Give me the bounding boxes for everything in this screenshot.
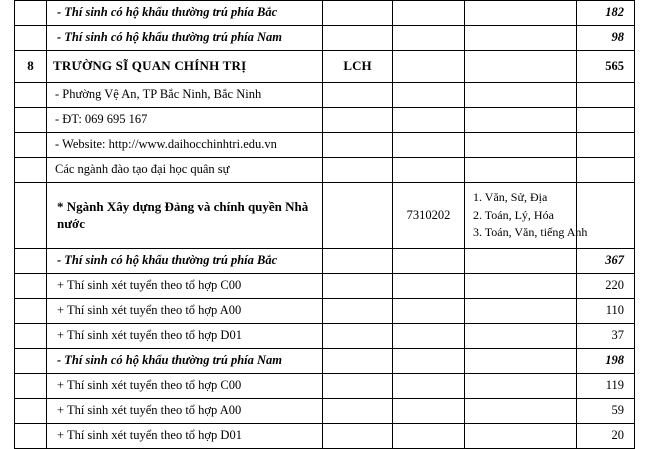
cell-id <box>393 51 465 83</box>
cell-qty: 182 <box>577 1 635 26</box>
cell-code <box>323 274 393 299</box>
cell-label: + Thí sinh xét tuyển theo tổ hợp C00 <box>47 274 323 299</box>
cell-no <box>15 133 47 158</box>
cell-id <box>393 249 465 274</box>
cell-qty: 20 <box>577 424 635 449</box>
table-row <box>15 158 635 183</box>
cell-qty <box>577 108 635 133</box>
cell-address: - Phường Vệ An, TP Bắc Ninh, Bắc Ninh <box>47 83 323 108</box>
cell-combos <box>465 299 577 324</box>
cell-id <box>393 374 465 399</box>
cell-code <box>323 249 393 274</box>
cell-qty: 119 <box>577 374 635 399</box>
cell-combos <box>465 183 588 249</box>
cell-qty: 110 <box>577 299 635 324</box>
cell-combos <box>465 158 577 183</box>
cell-no <box>15 83 47 108</box>
cell-no: 8 <box>15 51 47 83</box>
table-row <box>15 108 635 133</box>
cell-label: + Thí sinh xét tuyển theo tổ hợp D01 <box>47 424 323 449</box>
table-row <box>15 249 635 274</box>
cell-qty: 220 <box>577 274 635 299</box>
cell-label: + Thí sinh xét tuyển theo tổ hợp D01 <box>47 324 323 349</box>
cell-qty: 98 <box>577 26 635 51</box>
cell-code <box>323 299 393 324</box>
cell-code <box>323 133 393 158</box>
cell-qty: 37 <box>577 324 635 349</box>
cell-label: - Thí sinh có hộ khẩu thường trú phía Nam <box>47 349 323 374</box>
cell-no <box>15 158 47 183</box>
cell-code <box>323 158 393 183</box>
cell-id <box>393 1 465 26</box>
cell-no <box>15 183 47 249</box>
cell-combos <box>465 274 577 299</box>
cell-id <box>393 26 465 51</box>
combination-list <box>465 185 588 245</box>
cell-no <box>15 274 47 299</box>
cell-id <box>393 158 465 183</box>
cell-code <box>323 324 393 349</box>
cell-qty <box>577 83 635 108</box>
cell-no <box>15 299 47 324</box>
cell-qty: 565 <box>577 51 635 83</box>
cell-no <box>15 108 47 133</box>
table-row <box>15 1 635 26</box>
cell-label: - Thí sinh có hộ khẩu thường trú phía Nam <box>47 26 323 51</box>
table-row <box>15 349 635 374</box>
cell-id <box>393 108 465 133</box>
cell-combos <box>465 26 577 51</box>
cell-code <box>323 26 393 51</box>
combination-item: 1. Văn, Sử, Địa <box>473 190 548 205</box>
table-row <box>15 274 635 299</box>
cell-qty: 198 <box>577 349 635 374</box>
cell-label: + Thí sinh xét tuyển theo tổ hợp C00 <box>47 374 323 399</box>
cell-school-code: LCH <box>323 51 393 83</box>
cell-phone: - ĐT: 069 695 167 <box>47 108 323 133</box>
table-row <box>15 299 635 324</box>
cell-no <box>15 1 47 26</box>
cell-code <box>323 399 393 424</box>
cell-school-name: TRƯỜNG SĨ QUAN CHÍNH TRỊ <box>47 51 323 83</box>
cell-no <box>15 249 47 274</box>
cell-code <box>323 1 393 26</box>
cell-combos <box>465 83 577 108</box>
cell-id <box>393 133 465 158</box>
cell-combos <box>465 1 577 26</box>
cell-combos <box>465 374 577 399</box>
table-row <box>15 83 635 108</box>
cell-no <box>15 349 47 374</box>
admission-quota-table <box>14 0 635 449</box>
cell-combos <box>465 108 577 133</box>
cell-id <box>393 299 465 324</box>
cell-major-name: * Ngành Xây dựng Đảng và chính quyền Nhà nước <box>47 183 323 249</box>
cell-code <box>323 374 393 399</box>
cell-id <box>393 274 465 299</box>
cell-id <box>393 324 465 349</box>
cell-note: Các ngành đào tạo đại học quân sự <box>47 158 323 183</box>
cell-qty: 367 <box>577 249 635 274</box>
cell-code <box>323 108 393 133</box>
cell-id <box>393 349 465 374</box>
cell-label: + Thí sinh xét tuyển theo tổ hợp A00 <box>47 299 323 324</box>
cell-id <box>393 83 465 108</box>
table-row <box>15 26 635 51</box>
cell-combos <box>465 349 577 374</box>
table-row <box>15 399 635 424</box>
cell-major-id: 7310202 <box>393 183 465 249</box>
cell-no <box>15 26 47 51</box>
cell-combos <box>465 133 577 158</box>
cell-qty <box>577 133 635 158</box>
cell-combos <box>465 51 577 83</box>
cell-qty <box>577 158 635 183</box>
cell-combos <box>465 324 577 349</box>
combination-item: 3. Toán, Văn, tiếng Anh <box>473 225 588 240</box>
table-row <box>15 324 635 349</box>
cell-label: - Thí sinh có hộ khẩu thường trú phía Bắc <box>47 1 323 26</box>
cell-code <box>323 183 393 249</box>
cell-no <box>15 324 47 349</box>
cell-combos <box>465 249 577 274</box>
combination-item: 2. Toán, Lý, Hóa <box>473 207 554 222</box>
table-row <box>15 133 635 158</box>
cell-no <box>15 374 47 399</box>
cell-qty: 59 <box>577 399 635 424</box>
cell-id <box>393 399 465 424</box>
table-row <box>15 374 635 399</box>
table-body <box>15 1 635 449</box>
table-row-major <box>15 183 635 249</box>
cell-combos <box>465 399 577 424</box>
cell-label: + Thí sinh xét tuyển theo tổ hợp A00 <box>47 399 323 424</box>
table-row-school <box>15 51 635 83</box>
cell-label: - Thí sinh có hộ khẩu thường trú phía Bắc <box>47 249 323 274</box>
cell-code <box>323 349 393 374</box>
cell-website: - Website: http://www.daihocchinhtri.edu.vn <box>47 133 323 158</box>
cell-code <box>323 83 393 108</box>
cell-no <box>15 399 47 424</box>
